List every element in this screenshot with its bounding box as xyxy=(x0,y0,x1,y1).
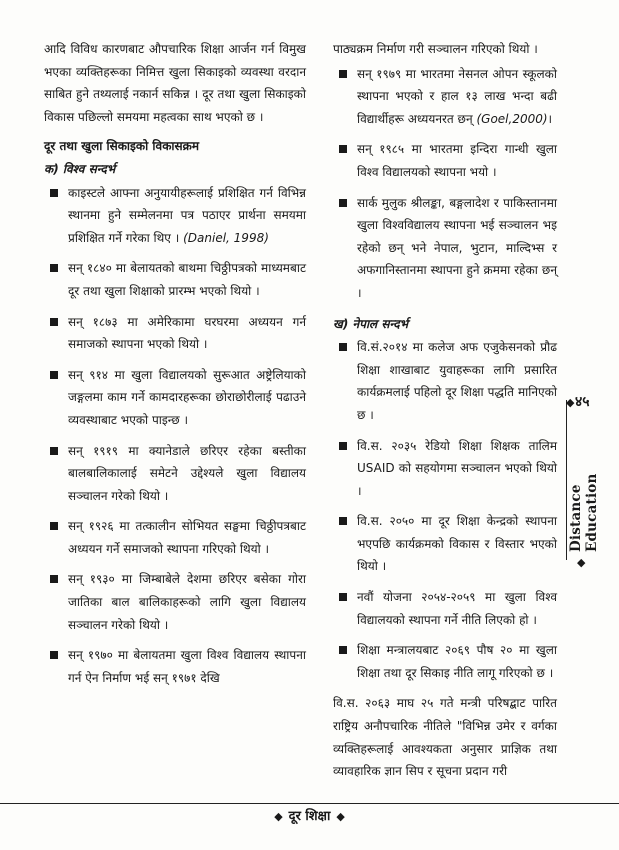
bullet-square-icon xyxy=(339,70,347,78)
closing-paragraph: वि.स. २०६३ माघ २५ गते मन्त्री परिषद्बाट पारित राष्ट्रिय अनौपचारिक नीतिले "विभिन्न उमेर र वर्गका व्यक्तिहरूलाई आवश्यकता अनुसार प्राज्ञिक तथा व्यावहारिक ज्ञान सिप र सूचना प्रदान गरी xyxy=(333,696,557,779)
bullet-square-icon xyxy=(339,199,347,207)
list-item: सन् १९७९ मा भारतमा नेसनल ओपन स्कूलको स्थापना भएको र हाल १३ लाख भन्दा बढी विद्यार्थीहरू अध्ययनरत छन् (Goel,2000)। xyxy=(333,63,557,131)
footer-title: दूर शिक्षा xyxy=(288,809,331,824)
list-item: वि.सं.२०१४ मा कलेज अफ एजुकेसनको प्रौढ शिक्षा शाखाबाट युवाहरूका लागि प्रसारित कार्यक्रमलाई पहिलो दूर शिक्षा पद्धति मानिएको छ । xyxy=(333,336,557,426)
diamond-icon: ◆ xyxy=(274,810,283,823)
list-item: सन् १९७० मा बेलायतमा खुला विश्व विद्यालय स्थापना गर्न ऐन निर्माण भई सन् १९७१ देखि xyxy=(44,644,306,689)
list-item: वि.स. २०३५ रेडियो शिक्षा शिक्षक तालिम USAID को सहयोगमा सञ्चालन भएको थियो । xyxy=(333,435,557,503)
list-item: शिक्षा मन्त्रालयबाट २०६९ पौष २० मा खुला शिक्षा तथा दूर सिकाइ नीति लागू गरिएको छ । xyxy=(333,639,557,684)
list-item: सन् १८४० मा बेलायतको बाथमा चिठ्ठीपत्रको माध्यमबाट दूर तथा खुला शिक्षाको प्रारम्भ भएको थियो । xyxy=(44,257,306,302)
page-number: ४५ xyxy=(575,394,590,410)
subheading-world: क) विश्व सन्दर्भ xyxy=(44,161,116,176)
diamond-icon: ◆ xyxy=(336,810,345,823)
bullet-square-icon xyxy=(339,593,347,601)
footer-divider xyxy=(0,803,619,804)
list-item: काइस्टले आफ्ना अनुयायीहरूलाई प्रशिक्षित गर्न विभिन्न स्थानमा हुने सम्मेलनमा पत्र पठाएर प्रार्थना समयमा प्रशिक्षित गर्ने गरेका थिए । (Daniel, 1998) xyxy=(44,182,306,250)
bullet-square-icon xyxy=(50,447,58,455)
list-item: सन् १९८५ मा भारतमा इन्दिरा गान्धी खुला विश्व विद्यालयको स्थापना भयो । xyxy=(333,138,557,183)
list-item: नवौं योजना २०५४-२०५९ मा खुला विश्व विद्यालयको स्थापना गर्ने नीति लिएको हो । xyxy=(333,586,557,631)
bullet-square-icon xyxy=(339,646,347,654)
list-item: सन् १९२६ मा तत्कालीन सोभियत सङ्घमा चिठ्ठीपत्रबाट अध्ययन गर्ने समाजको स्थापना गरिएको थियो । xyxy=(44,515,306,560)
list-item: सन् १९३० मा जिम्बाबेले देशमा छरिएर बसेका गोरा जातिका बाल बालिकाहरूको लागि खुला विद्यालय सञ्चालन गरेको थियो । xyxy=(44,568,306,636)
bullet-square-icon xyxy=(339,517,347,525)
citation: (Daniel, 1998) xyxy=(183,230,269,245)
section-heading: दूर तथा खुला सिकाइको विकासक्रम xyxy=(44,139,200,154)
right-column xyxy=(333,38,557,785)
list-item: सन् ९१४ मा खुला विद्यालयको सुरूआत अष्ट्रेलियाको जङ्गलमा काम गर्ने कामदारहरूका छोराछोरीलाई पढाउने व्यवस्थाबाट भएको पाइन्छ । xyxy=(44,364,306,432)
intro-paragraph: आदि विविध कारणबाट औपचारिक शिक्षा आर्जन गर्न विमुख भएका व्यक्तिहरूका निमित्त खुला सिकाइको व्यवस्था वरदान साबित हुने तथ्यलाई नकार्न सकिन्न । दूर तथा खुला सिकाइको विकास पछिल्लो समयमा महत्वका साथ भएको छ । xyxy=(44,42,306,124)
bullet-square-icon xyxy=(339,343,347,351)
list-item: सन् १८७३ मा अमेरिकामा घरघरमा अध्ययन गर्न समाजको स्थापना भएको थियो । xyxy=(44,311,306,356)
bullet-square-icon xyxy=(50,522,58,530)
bullet-square-icon xyxy=(50,264,58,272)
diamond-icon: ◆ xyxy=(566,396,575,409)
list-item: वि.स. २०५० मा दूर शिक्षा केन्द्रको स्थापना भएपछि कार्यक्रमको विकास र विस्तार भएको थियो । xyxy=(333,510,557,578)
bullet-square-icon xyxy=(50,575,58,583)
side-label: Distance Education xyxy=(568,473,600,552)
list-item: सन् १९१९ मा क्यानेडाले छरिएर रहेका बस्तीका बालबालिकालाई समेटने उद्देश्यले खुला विद्यालय सञ्चालन गरेको थियो । xyxy=(44,440,306,508)
footer xyxy=(0,806,619,824)
diamond-icon: ◆ xyxy=(577,556,586,569)
left-column xyxy=(44,38,306,697)
subheading-nepal: ख) नेपाल सन्दर्भ xyxy=(333,316,409,331)
bullet-square-icon xyxy=(50,651,58,659)
bullet-square-icon xyxy=(50,318,58,326)
bullet-square-icon xyxy=(50,371,58,379)
list-item: सार्क मुलुक श्रीलङ्का, बङ्गलादेश र पाकिस्तानमा खुला विश्वविद्यालय स्थापना भई सञ्चालन भइ रहेको छन् भने नेपाल, भुटान, माल्दिभ्स र अफगानिस्तानमा स्थापना हुने क्रममा रहेका छन् । xyxy=(333,192,557,305)
bullet-square-icon xyxy=(339,145,347,153)
citation: (Goel,2000) xyxy=(476,111,548,126)
continuation-paragraph: पाठ्यक्रम निर्माण गरी सञ्चालन गरिएको थियो । xyxy=(333,42,538,56)
bullet-square-icon xyxy=(339,442,347,450)
bullet-square-icon xyxy=(50,189,58,197)
